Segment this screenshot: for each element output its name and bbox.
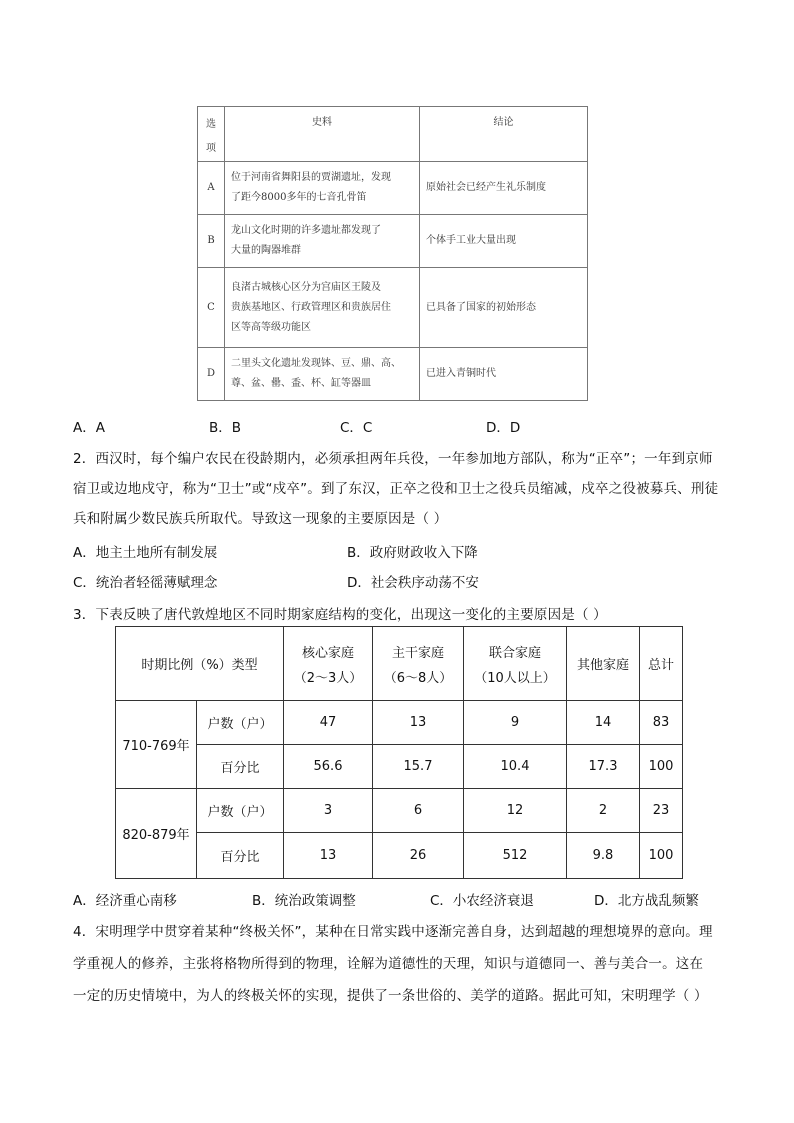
q4-stem-line3: 一定的历史情境中，为人的终极关怀的实现，提供了一条世俗的、美学的道路。据此可知，宋明理学（ ） [73, 988, 708, 1004]
q2-stem-line2: 宿卫或边地戍守，称为“卫士”或“戍卒”。到了东汉，正卒之役和卫士之役兵员缩减，戍卒之役被募兵、刑徒 [73, 481, 719, 497]
q3-family-table [115, 626, 683, 879]
row-option: D [198, 348, 225, 401]
table-cell: 56.6 [284, 745, 373, 789]
q2-stem-line1: 2．西汉时，每个编户农民在役龄期内，必须承担两年兵役，一年参加地方部队，称为“正卒”；一年到京师 [73, 451, 713, 467]
q1-option-b[interactable]: B．B [209, 420, 242, 436]
q2-option-a[interactable]: A．地主土地所有制发展 [73, 545, 218, 561]
row-option: C [198, 268, 225, 348]
table-cell: 9.8 [567, 833, 640, 879]
source-header: 史料 [225, 107, 420, 162]
table-cell: 13 [373, 701, 464, 745]
table-cell: 17.3 [567, 745, 640, 789]
table-cell: 6 [373, 789, 464, 833]
table-row [198, 348, 588, 401]
column-header: 总计 [640, 627, 683, 701]
table-row [198, 268, 588, 348]
table-cell: 26 [373, 833, 464, 879]
column-header: 联合家庭 （10人以上） [464, 627, 567, 701]
column-header: 核心家庭 （2～3人） [284, 627, 373, 701]
table-cell: 9 [464, 701, 567, 745]
q3-option-a[interactable]: A．经济重心南移 [73, 893, 177, 909]
table-cell: 2 [567, 789, 640, 833]
corner-header: 时期比例（%）类型 [116, 627, 284, 701]
q3-option-d[interactable]: D．北方战乱频繁 [594, 893, 699, 909]
q3-option-b[interactable]: B．统治政策调整 [252, 893, 356, 909]
row-label: 百分比 [197, 745, 284, 789]
table-cell: 3 [284, 789, 373, 833]
table-cell: 10.4 [464, 745, 567, 789]
table-cell: 15.7 [373, 745, 464, 789]
table-row [116, 789, 683, 833]
row-label: 百分比 [197, 833, 284, 879]
table-row [116, 833, 683, 879]
q1-option-d[interactable]: D．D [486, 420, 521, 436]
q1-option-c[interactable]: C．C [340, 420, 373, 436]
conclusion-header: 结论 [420, 107, 588, 162]
option-header: 选项 [198, 107, 225, 162]
table-cell: 23 [640, 789, 683, 833]
table-row [198, 215, 588, 268]
table-row [116, 701, 683, 745]
row-source: 二里头文化遗址发现钵、豆、鼎、高、 尊、盆、罍、盉、杯、缸等器皿 [225, 348, 420, 401]
q1-source-table [197, 106, 588, 401]
row-source: 位于河南省舞阳县的贾湖遗址，发现 了距今8000多年的七音孔骨笛 [225, 162, 420, 215]
row-option: A [198, 162, 225, 215]
q3-option-c[interactable]: C．小农经济衰退 [430, 893, 534, 909]
table-cell: 100 [640, 745, 683, 789]
q2-option-c[interactable]: C．统治者轻徭薄赋理念 [73, 575, 218, 591]
table-row [198, 162, 588, 215]
table-row [116, 745, 683, 789]
q3-stem: 3．下表反映了唐代敦煌地区不同时期家庭结构的变化，出现这一变化的主要原因是（ ） [73, 607, 607, 623]
period-cell: 710-769年 [116, 701, 197, 789]
row-conclusion: 个体手工业大量出现 [420, 215, 588, 268]
row-conclusion: 已进入青铜时代 [420, 348, 588, 401]
q2-stem-line3: 兵和附属少数民族兵所取代。导致这一现象的主要原因是（ ） [73, 511, 448, 527]
row-label: 户数（户） [197, 701, 284, 745]
table-cell: 83 [640, 701, 683, 745]
table-cell: 12 [464, 789, 567, 833]
q1-option-a[interactable]: A．A [73, 420, 105, 436]
table-cell: 100 [640, 833, 683, 879]
row-conclusion: 已具备了国家的初始形态 [420, 268, 588, 348]
q2-option-d[interactable]: D．社会秩序动荡不安 [347, 575, 479, 591]
table-cell: 47 [284, 701, 373, 745]
period-cell: 820-879年 [116, 789, 197, 879]
table-cell: 13 [284, 833, 373, 879]
q2-option-b[interactable]: B．政府财政收入下降 [347, 545, 478, 561]
q4-stem-line1: 4．宋明理学中贯穿着某种“终极关怀”，某种在日常实践中逐渐完善自身，达到超越的理想境界的意向。理 [73, 924, 713, 940]
row-option: B [198, 215, 225, 268]
row-source: 良渚古城核心区分为宫庙区王陵及 贵族基地区、行政管理区和贵族居住 区等高等级功能区 [225, 268, 420, 348]
q4-stem-line2: 学重视人的修养，主张将格物所得到的物理，诠解为道德性的天理，知识与道德同一、善与美合一。这在 [73, 956, 704, 972]
row-label: 户数（户） [197, 789, 284, 833]
table-cell: 512 [464, 833, 567, 879]
column-header: 主干家庭 （6～8人） [373, 627, 464, 701]
column-header: 其他家庭 [567, 627, 640, 701]
row-conclusion: 原始社会已经产生礼乐制度 [420, 162, 588, 215]
row-source: 龙山文化时期的许多遗址都发现了 大量的陶器堆群 [225, 215, 420, 268]
table-cell: 14 [567, 701, 640, 745]
